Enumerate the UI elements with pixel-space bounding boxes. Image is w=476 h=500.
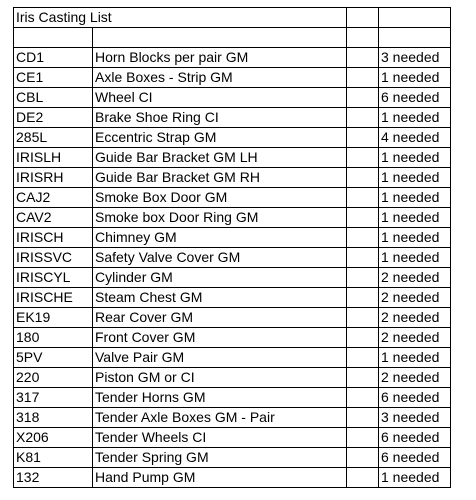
description-cell[interactable]: Guide Bar Bracket GM RH [93, 168, 347, 188]
code-cell[interactable]: EK19 [14, 308, 93, 328]
sheet-title[interactable]: Iris Casting List [14, 8, 347, 28]
table-row [14, 388, 451, 408]
code-cell[interactable]: DE2 [14, 108, 93, 128]
table-row [14, 428, 451, 448]
quantity-cell[interactable]: 6 needed [379, 388, 451, 408]
description-cell[interactable]: Tender Axle Boxes GM - Pair [93, 408, 347, 428]
quantity-cell[interactable]: 2 needed [379, 328, 451, 348]
code-cell[interactable]: 285L [14, 128, 93, 148]
description-cell[interactable]: Smoke Box Door GM [93, 188, 347, 208]
table-row [14, 408, 451, 428]
empty-cell[interactable] [347, 28, 379, 48]
table-row [14, 268, 451, 288]
description-cell[interactable]: Smoke box Door Ring GM [93, 208, 347, 228]
empty-cell[interactable] [347, 208, 379, 228]
quantity-cell[interactable]: 6 needed [379, 428, 451, 448]
code-cell[interactable]: K81 [14, 448, 93, 468]
table-row [14, 248, 451, 268]
code-cell[interactable]: IRISRH [14, 168, 93, 188]
quantity-cell[interactable]: 2 needed [379, 308, 451, 328]
empty-cell[interactable] [347, 48, 379, 68]
table-row [14, 48, 451, 68]
table-row [14, 68, 451, 88]
empty-cell[interactable] [14, 28, 93, 48]
code-cell[interactable]: X206 [14, 428, 93, 448]
casting-list-table [13, 7, 451, 488]
table-row [14, 288, 451, 308]
empty-cell[interactable] [347, 468, 379, 488]
empty-cell[interactable] [93, 28, 347, 48]
table-row [14, 208, 451, 228]
quantity-cell[interactable]: 2 needed [379, 368, 451, 388]
table-row [14, 448, 451, 468]
table-row [14, 188, 451, 208]
quantity-cell[interactable]: 1 needed [379, 248, 451, 268]
empty-cell[interactable] [347, 108, 379, 128]
description-cell[interactable]: Guide Bar Bracket GM LH [93, 148, 347, 168]
empty-cell[interactable] [347, 328, 379, 348]
description-cell[interactable]: Valve Pair GM [93, 348, 347, 368]
table-row [14, 88, 451, 108]
code-cell[interactable]: IRISCYL [14, 268, 93, 288]
quantity-cell[interactable]: 1 needed [379, 168, 451, 188]
description-cell[interactable]: Steam Chest GM [93, 288, 347, 308]
empty-cell[interactable] [347, 368, 379, 388]
description-cell[interactable]: Eccentric Strap GM [93, 128, 347, 148]
table-row [14, 128, 451, 148]
code-cell[interactable]: CBL [14, 88, 93, 108]
empty-cell[interactable] [347, 408, 379, 428]
empty-cell[interactable] [347, 448, 379, 468]
quantity-cell[interactable]: 6 needed [379, 448, 451, 468]
empty-cell[interactable] [347, 168, 379, 188]
empty-cell[interactable] [347, 388, 379, 408]
description-cell[interactable]: Front Cover GM [93, 328, 347, 348]
quantity-cell[interactable]: 1 needed [379, 108, 451, 128]
description-cell[interactable]: Hand Pump GM [93, 468, 347, 488]
description-cell[interactable]: Rear Cover GM [93, 308, 347, 328]
empty-cell[interactable] [347, 188, 379, 208]
table-row [14, 348, 451, 368]
description-cell[interactable]: Chimney GM [93, 228, 347, 248]
quantity-cell[interactable]: 3 needed [379, 408, 451, 428]
empty-cell[interactable] [347, 88, 379, 108]
description-cell[interactable]: Horn Blocks per pair GM [93, 48, 347, 68]
table-row [14, 148, 451, 168]
description-cell[interactable]: Piston GM or CI [93, 368, 347, 388]
code-cell[interactable]: IRISCHE [14, 288, 93, 308]
empty-cell[interactable] [347, 8, 379, 28]
empty-cell[interactable] [347, 68, 379, 88]
empty-cell[interactable] [347, 428, 379, 448]
quantity-cell[interactable]: 1 needed [379, 348, 451, 368]
code-cell[interactable]: 318 [14, 408, 93, 428]
code-cell[interactable]: 317 [14, 388, 93, 408]
description-cell[interactable]: Wheel CI [93, 88, 347, 108]
empty-cell[interactable] [347, 248, 379, 268]
empty-cell[interactable] [347, 148, 379, 168]
blank-row [14, 28, 451, 48]
table-row [14, 108, 451, 128]
code-cell[interactable]: 132 [14, 468, 93, 488]
table-row [14, 228, 451, 248]
empty-cell[interactable] [347, 128, 379, 148]
empty-cell[interactable] [347, 308, 379, 328]
quantity-cell[interactable]: 1 needed [379, 208, 451, 228]
quantity-cell[interactable]: 2 needed [379, 268, 451, 288]
quantity-cell[interactable]: 3 needed [379, 48, 451, 68]
empty-cell[interactable] [347, 348, 379, 368]
empty-cell[interactable] [379, 28, 451, 48]
table-row [14, 468, 451, 488]
quantity-cell[interactable]: 2 needed [379, 288, 451, 308]
quantity-cell[interactable]: 6 needed [379, 88, 451, 108]
quantity-cell[interactable]: 1 needed [379, 188, 451, 208]
code-cell[interactable]: CAJ2 [14, 188, 93, 208]
description-cell[interactable]: Cylinder GM [93, 268, 347, 288]
description-cell[interactable]: Safety Valve Cover GM [93, 248, 347, 268]
code-cell[interactable]: IRISSVC [14, 248, 93, 268]
description-cell[interactable]: Axle Boxes - Strip GM [93, 68, 347, 88]
title-row [14, 8, 451, 28]
description-cell[interactable]: Tender Horns GM [93, 388, 347, 408]
quantity-cell[interactable]: 1 needed [379, 228, 451, 248]
code-cell[interactable]: CD1 [14, 48, 93, 68]
code-cell[interactable]: IRISCH [14, 228, 93, 248]
empty-cell[interactable] [347, 288, 379, 308]
quantity-cell[interactable]: 1 needed [379, 148, 451, 168]
description-cell[interactable]: Tender Wheels CI [93, 428, 347, 448]
table-row [14, 168, 451, 188]
empty-cell[interactable] [347, 268, 379, 288]
quantity-cell[interactable]: 1 needed [379, 68, 451, 88]
code-cell[interactable]: CAV2 [14, 208, 93, 228]
quantity-cell[interactable]: 1 needed [379, 468, 451, 488]
code-cell[interactable]: IRISLH [14, 148, 93, 168]
casting-list-body [14, 8, 451, 488]
table-row [14, 328, 451, 348]
empty-cell[interactable] [347, 228, 379, 248]
code-cell[interactable]: CE1 [14, 68, 93, 88]
description-cell[interactable]: Tender Spring GM [93, 448, 347, 468]
code-cell[interactable]: 220 [14, 368, 93, 388]
table-row [14, 368, 451, 388]
empty-cell[interactable] [379, 8, 451, 28]
code-cell[interactable]: 180 [14, 328, 93, 348]
table-row [14, 308, 451, 328]
code-cell[interactable]: 5PV [14, 348, 93, 368]
description-cell[interactable]: Brake Shoe Ring CI [93, 108, 347, 128]
quantity-cell[interactable]: 4 needed [379, 128, 451, 148]
